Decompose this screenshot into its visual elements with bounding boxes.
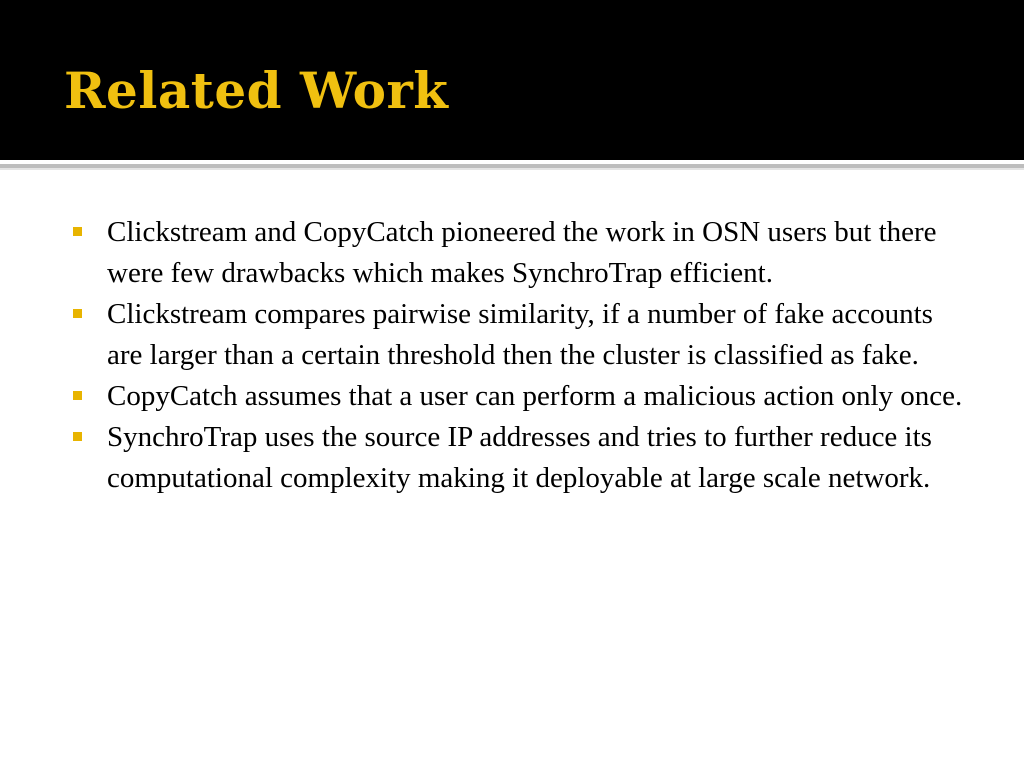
square-bullet-icon bbox=[73, 432, 82, 441]
title-bar bbox=[0, 0, 1024, 160]
bullet-item bbox=[0, 294, 1024, 376]
title-divider-shadow bbox=[0, 168, 1024, 170]
bullet-list bbox=[0, 212, 1024, 499]
bullet-item bbox=[0, 376, 1024, 417]
square-bullet-icon bbox=[73, 309, 82, 318]
bullet-text: Clickstream and CopyCatch pioneered the work in OSN users but there were few drawbacks which makes SynchroTrap efficient. bbox=[107, 216, 937, 289]
slide-title: Related Work bbox=[64, 61, 449, 120]
square-bullet-icon bbox=[73, 227, 82, 236]
square-bullet-icon bbox=[73, 391, 82, 400]
bullet-item bbox=[0, 417, 1024, 499]
bullet-text: SynchroTrap uses the source IP addresses and tries to further reduce its computational complexity making it deployable at large scale network. bbox=[107, 421, 932, 494]
bullet-item bbox=[0, 212, 1024, 294]
bullet-text: CopyCatch assumes that a user can perform a malicious action only once. bbox=[107, 380, 963, 412]
bullet-text: Clickstream compares pairwise similarity, if a number of fake accounts are larger than a certain threshold then the cluster is classified as fake. bbox=[107, 298, 933, 371]
